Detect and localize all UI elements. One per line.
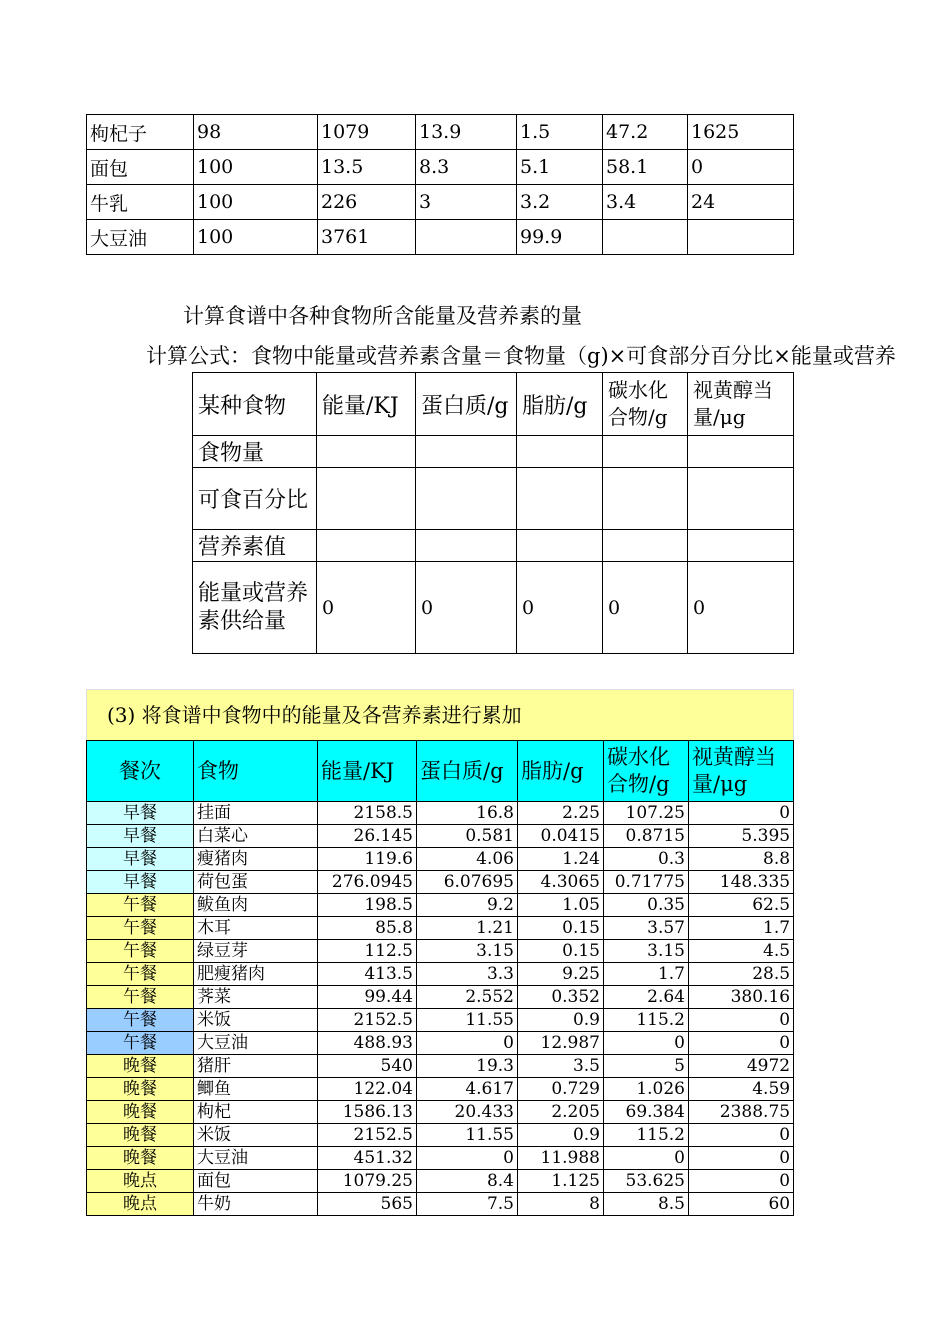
value-cell[interactable]: 1586.13 (318, 1101, 417, 1124)
value-cell[interactable]: 488.93 (318, 1032, 417, 1055)
header-food: 某种食物 (193, 373, 317, 436)
value-cell[interactable]: 16.8 (417, 802, 518, 825)
value-cell[interactable]: 0.9 (518, 1009, 604, 1032)
food-row (87, 220, 794, 255)
table-row (87, 1009, 794, 1032)
food-row (87, 115, 794, 150)
value-cell[interactable]: 2152.5 (318, 1124, 417, 1147)
table-row (87, 894, 794, 917)
value-cell[interactable]: 0.35 (604, 894, 689, 917)
calc-cell[interactable] (517, 436, 603, 468)
value-cell[interactable]: 451.32 (318, 1147, 417, 1170)
calc-cell[interactable] (317, 436, 416, 468)
value-cell[interactable]: 1.5 (517, 115, 603, 150)
value-cell[interactable]: 0 (688, 150, 794, 185)
calc-header-row (193, 373, 794, 436)
meal-cell[interactable]: 早餐 (87, 848, 194, 871)
meal-cell[interactable]: 午餐 (87, 894, 194, 917)
meal-cell[interactable]: 晚点 (87, 1170, 194, 1193)
value-cell[interactable]: 1.05 (518, 894, 604, 917)
food-name-cell[interactable]: 牛乳 (87, 185, 194, 220)
value-cell[interactable]: 1625 (688, 115, 794, 150)
value-cell[interactable]: 100 (194, 185, 318, 220)
value-cell[interactable]: 0.581 (417, 825, 518, 848)
value-cell[interactable]: 540 (318, 1055, 417, 1078)
meal-cell[interactable]: 晚点 (87, 1193, 194, 1216)
value-cell[interactable]: 380.16 (689, 986, 794, 1009)
value-cell[interactable]: 20.433 (417, 1101, 518, 1124)
calc-heading: 计算食谱中各种食物所含能量及营养素的量 (183, 304, 582, 328)
value-cell[interactable]: 4.3065 (518, 871, 604, 894)
food-cell[interactable]: 米饭 (194, 1124, 318, 1147)
table-row (87, 825, 794, 848)
value-cell[interactable]: 226 (318, 185, 416, 220)
table-row (87, 1124, 794, 1147)
value-cell[interactable]: 198.5 (318, 894, 417, 917)
value-cell[interactable]: 119.6 (318, 848, 417, 871)
calc-row-label: 能量或营养素供给量 (193, 562, 317, 654)
value-cell[interactable]: 0 (689, 1147, 794, 1170)
value-cell[interactable]: 6.07695 (417, 871, 518, 894)
value-cell[interactable]: 565 (318, 1193, 417, 1216)
value-cell[interactable]: 0 (689, 1124, 794, 1147)
accumulation-title: (3) 将食谱中食物中的能量及各营养素进行累加 (87, 690, 794, 741)
accumulation-title-row (87, 690, 794, 741)
calc-row-label: 食物量 (193, 436, 317, 468)
food-name-cell[interactable]: 大豆油 (87, 220, 194, 255)
food-cell[interactable]: 米饭 (194, 1009, 318, 1032)
calc-cell[interactable] (517, 468, 603, 530)
value-cell[interactable]: 1.7 (689, 917, 794, 940)
meal-cell[interactable]: 早餐 (87, 802, 194, 825)
value-cell[interactable]: 0.3 (604, 848, 689, 871)
table-row (87, 871, 794, 894)
header-meal: 餐次 (87, 741, 194, 802)
value-cell[interactable]: 0.15 (518, 940, 604, 963)
value-cell[interactable]: 69.384 (604, 1101, 689, 1124)
value-cell[interactable]: 0.9 (518, 1124, 604, 1147)
calc-row-nutrient (193, 530, 794, 562)
value-cell[interactable]: 19.3 (417, 1055, 518, 1078)
food-row (87, 185, 794, 220)
value-cell[interactable]: 2.25 (518, 802, 604, 825)
value-cell[interactable]: 0.0415 (518, 825, 604, 848)
calc-cell[interactable] (603, 468, 688, 530)
value-cell[interactable]: 0 (417, 1147, 518, 1170)
table-row (87, 1170, 794, 1193)
header-retinol: 视黄醇当量/μg (689, 741, 794, 802)
value-cell[interactable]: 1079.25 (318, 1170, 417, 1193)
value-cell[interactable]: 24 (688, 185, 794, 220)
calc-cell[interactable] (317, 468, 416, 530)
food-nutrient-table (86, 114, 794, 255)
value-cell[interactable]: 2.205 (518, 1101, 604, 1124)
meal-cell[interactable]: 晚餐 (87, 1078, 194, 1101)
value-cell[interactable]: 8 (518, 1193, 604, 1216)
value-cell[interactable]: 5.1 (517, 150, 603, 185)
value-cell[interactable]: 2158.5 (318, 802, 417, 825)
meal-cell[interactable]: 午餐 (87, 940, 194, 963)
meal-cell[interactable]: 晚餐 (87, 1101, 194, 1124)
value-cell[interactable]: 3761 (318, 220, 416, 255)
value-cell[interactable]: 8.4 (417, 1170, 518, 1193)
value-cell[interactable]: 5 (604, 1055, 689, 1078)
value-cell[interactable]: 0 (689, 1009, 794, 1032)
food-cell[interactable]: 鲅鱼肉 (194, 894, 318, 917)
value-cell[interactable]: 1079 (318, 115, 416, 150)
value-cell[interactable]: 99.44 (318, 986, 417, 1009)
value-cell[interactable]: 85.8 (318, 917, 417, 940)
header-energy: 能量/KJ (318, 741, 417, 802)
calc-cell[interactable] (603, 436, 688, 468)
calc-cell[interactable] (416, 436, 517, 468)
formula-line: 计算公式：食物中能量或营养素含量＝食物量（g)×可食部分百分比×能量或营养 (146, 344, 896, 368)
calc-cell[interactable]: 0 (317, 562, 416, 654)
value-cell[interactable] (603, 220, 688, 255)
value-cell[interactable]: 2.64 (604, 986, 689, 1009)
table-row (87, 1147, 794, 1170)
value-cell[interactable]: 3.2 (517, 185, 603, 220)
value-cell[interactable]: 8.8 (689, 848, 794, 871)
value-cell[interactable]: 107.25 (604, 802, 689, 825)
value-cell[interactable]: 276.0945 (318, 871, 417, 894)
value-cell[interactable]: 0.71775 (604, 871, 689, 894)
header-energy: 能量/KJ (317, 373, 416, 436)
calc-row-supply (193, 562, 794, 654)
value-cell[interactable]: 115.2 (604, 1009, 689, 1032)
meal-cell[interactable]: 早餐 (87, 871, 194, 894)
table-row (87, 802, 794, 825)
meal-cell[interactable]: 早餐 (87, 825, 194, 848)
food-cell[interactable]: 面包 (194, 1170, 318, 1193)
calc-cell[interactable] (416, 530, 517, 562)
table-row (87, 1032, 794, 1055)
value-cell[interactable]: 0 (604, 1032, 689, 1055)
food-cell[interactable]: 白菜心 (194, 825, 318, 848)
food-cell[interactable]: 挂面 (194, 802, 318, 825)
value-cell[interactable]: 100 (194, 220, 318, 255)
value-cell[interactable]: 26.145 (318, 825, 417, 848)
value-cell[interactable]: 3.57 (604, 917, 689, 940)
table-row (87, 1055, 794, 1078)
value-cell[interactable]: 2388.75 (689, 1101, 794, 1124)
value-cell[interactable] (688, 220, 794, 255)
value-cell[interactable]: 0.15 (518, 917, 604, 940)
value-cell[interactable]: 11.55 (417, 1009, 518, 1032)
value-cell[interactable]: 112.5 (318, 940, 417, 963)
food-name-cell[interactable]: 枸杞子 (87, 115, 194, 150)
table-row (87, 1101, 794, 1124)
calc-cell[interactable] (517, 530, 603, 562)
value-cell[interactable]: 100 (194, 150, 318, 185)
calc-cell[interactable] (688, 436, 794, 468)
calc-row-label: 可食百分比 (193, 468, 317, 530)
value-cell[interactable]: 0.729 (518, 1078, 604, 1101)
value-cell[interactable]: 28.5 (689, 963, 794, 986)
value-cell[interactable]: 1.21 (417, 917, 518, 940)
meal-cell[interactable]: 午餐 (87, 917, 194, 940)
table-row (87, 940, 794, 963)
value-cell[interactable]: 4.59 (689, 1078, 794, 1101)
value-cell[interactable]: 122.04 (318, 1078, 417, 1101)
value-cell[interactable]: 0 (689, 1032, 794, 1055)
value-cell[interactable]: 1.026 (604, 1078, 689, 1101)
food-cell[interactable]: 荷包蛋 (194, 871, 318, 894)
calc-cell[interactable]: 0 (603, 562, 688, 654)
food-cell[interactable]: 荠菜 (194, 986, 318, 1009)
value-cell[interactable]: 115.2 (604, 1124, 689, 1147)
food-cell[interactable]: 肥瘦猪肉 (194, 963, 318, 986)
value-cell[interactable]: 0.8715 (604, 825, 689, 848)
calc-cell[interactable] (688, 468, 794, 530)
value-cell[interactable]: 9.25 (518, 963, 604, 986)
value-cell[interactable]: 53.625 (604, 1170, 689, 1193)
value-cell[interactable]: 11.55 (417, 1124, 518, 1147)
food-cell[interactable]: 猪肝 (194, 1055, 318, 1078)
value-cell[interactable]: 62.5 (689, 894, 794, 917)
header-protein: 蛋白质/g (416, 373, 517, 436)
value-cell[interactable]: 4.617 (417, 1078, 518, 1101)
food-cell[interactable]: 木耳 (194, 917, 318, 940)
food-cell[interactable]: 大豆油 (194, 1032, 318, 1055)
header-fat: 脂肪/g (518, 741, 604, 802)
value-cell[interactable]: 99.9 (517, 220, 603, 255)
food-cell[interactable]: 鲫鱼 (194, 1078, 318, 1101)
value-cell[interactable]: 3.15 (604, 940, 689, 963)
accumulation-table (86, 689, 794, 1216)
food-cell[interactable]: 瘦猪肉 (194, 848, 318, 871)
food-cell[interactable]: 大豆油 (194, 1147, 318, 1170)
value-cell[interactable]: 4.5 (689, 940, 794, 963)
value-cell[interactable]: 8.5 (604, 1193, 689, 1216)
meal-cell[interactable]: 午餐 (87, 963, 194, 986)
header-protein: 蛋白质/g (417, 741, 518, 802)
meal-cell[interactable]: 午餐 (87, 986, 194, 1009)
table-row (87, 1193, 794, 1216)
meal-cell[interactable]: 午餐 (87, 1032, 194, 1055)
calc-row-label: 营养素值 (193, 530, 317, 562)
value-cell[interactable]: 0 (417, 1032, 518, 1055)
value-cell[interactable] (416, 220, 517, 255)
header-food: 食物 (194, 741, 318, 802)
value-cell[interactable]: 0 (604, 1147, 689, 1170)
calculation-table (192, 372, 794, 654)
value-cell[interactable]: 58.1 (603, 150, 688, 185)
value-cell[interactable]: 1.24 (518, 848, 604, 871)
value-cell[interactable]: 13.9 (416, 115, 517, 150)
value-cell[interactable]: 60 (689, 1193, 794, 1216)
value-cell[interactable]: 3.15 (417, 940, 518, 963)
value-cell[interactable]: 1.125 (518, 1170, 604, 1193)
value-cell[interactable]: 12.987 (518, 1032, 604, 1055)
value-cell[interactable]: 3 (416, 185, 517, 220)
calc-cell[interactable] (603, 530, 688, 562)
value-cell[interactable]: 413.5 (318, 963, 417, 986)
accumulation-header-row (87, 741, 794, 802)
value-cell[interactable]: 8.3 (416, 150, 517, 185)
header-carb: 碳水化合物/g (604, 741, 689, 802)
value-cell[interactable]: 4972 (689, 1055, 794, 1078)
calc-row-amount (193, 436, 794, 468)
food-cell[interactable]: 牛奶 (194, 1193, 318, 1216)
table-row (87, 986, 794, 1009)
value-cell[interactable]: 11.988 (518, 1147, 604, 1170)
value-cell[interactable]: 148.335 (689, 871, 794, 894)
meal-cell[interactable]: 晚餐 (87, 1055, 194, 1078)
food-row (87, 150, 794, 185)
calc-cell[interactable] (317, 530, 416, 562)
value-cell[interactable]: 0 (689, 1170, 794, 1193)
calc-row-edible (193, 468, 794, 530)
value-cell[interactable]: 5.395 (689, 825, 794, 848)
table-row (87, 963, 794, 986)
value-cell[interactable]: 98 (194, 115, 318, 150)
calc-cell[interactable]: 0 (688, 562, 794, 654)
meal-cell[interactable]: 晚餐 (87, 1124, 194, 1147)
header-retinol: 视黄醇当量/μg (688, 373, 794, 436)
value-cell[interactable]: 0 (689, 802, 794, 825)
value-cell[interactable]: 2152.5 (318, 1009, 417, 1032)
value-cell[interactable]: 1.7 (604, 963, 689, 986)
meal-cell[interactable]: 晚餐 (87, 1147, 194, 1170)
value-cell[interactable]: 47.2 (603, 115, 688, 150)
calc-cell[interactable] (416, 468, 517, 530)
value-cell[interactable]: 2.552 (417, 986, 518, 1009)
value-cell[interactable]: 9.2 (417, 894, 518, 917)
value-cell[interactable]: 3.3 (417, 963, 518, 986)
value-cell[interactable]: 3.5 (518, 1055, 604, 1078)
food-cell[interactable]: 枸杞 (194, 1101, 318, 1124)
value-cell[interactable]: 0.352 (518, 986, 604, 1009)
calc-cell[interactable]: 0 (517, 562, 603, 654)
table-row (87, 1078, 794, 1101)
header-carb: 碳水化合物/g (603, 373, 688, 436)
value-cell[interactable]: 4.06 (417, 848, 518, 871)
value-cell[interactable]: 7.5 (417, 1193, 518, 1216)
calc-cell[interactable] (688, 530, 794, 562)
header-fat: 脂肪/g (517, 373, 603, 436)
food-cell[interactable]: 绿豆芽 (194, 940, 318, 963)
table-row (87, 848, 794, 871)
meal-cell[interactable]: 午餐 (87, 1009, 194, 1032)
value-cell[interactable]: 3.4 (603, 185, 688, 220)
table-row (87, 917, 794, 940)
food-name-cell[interactable]: 面包 (87, 150, 194, 185)
calc-cell[interactable]: 0 (416, 562, 517, 654)
value-cell[interactable]: 13.5 (318, 150, 416, 185)
